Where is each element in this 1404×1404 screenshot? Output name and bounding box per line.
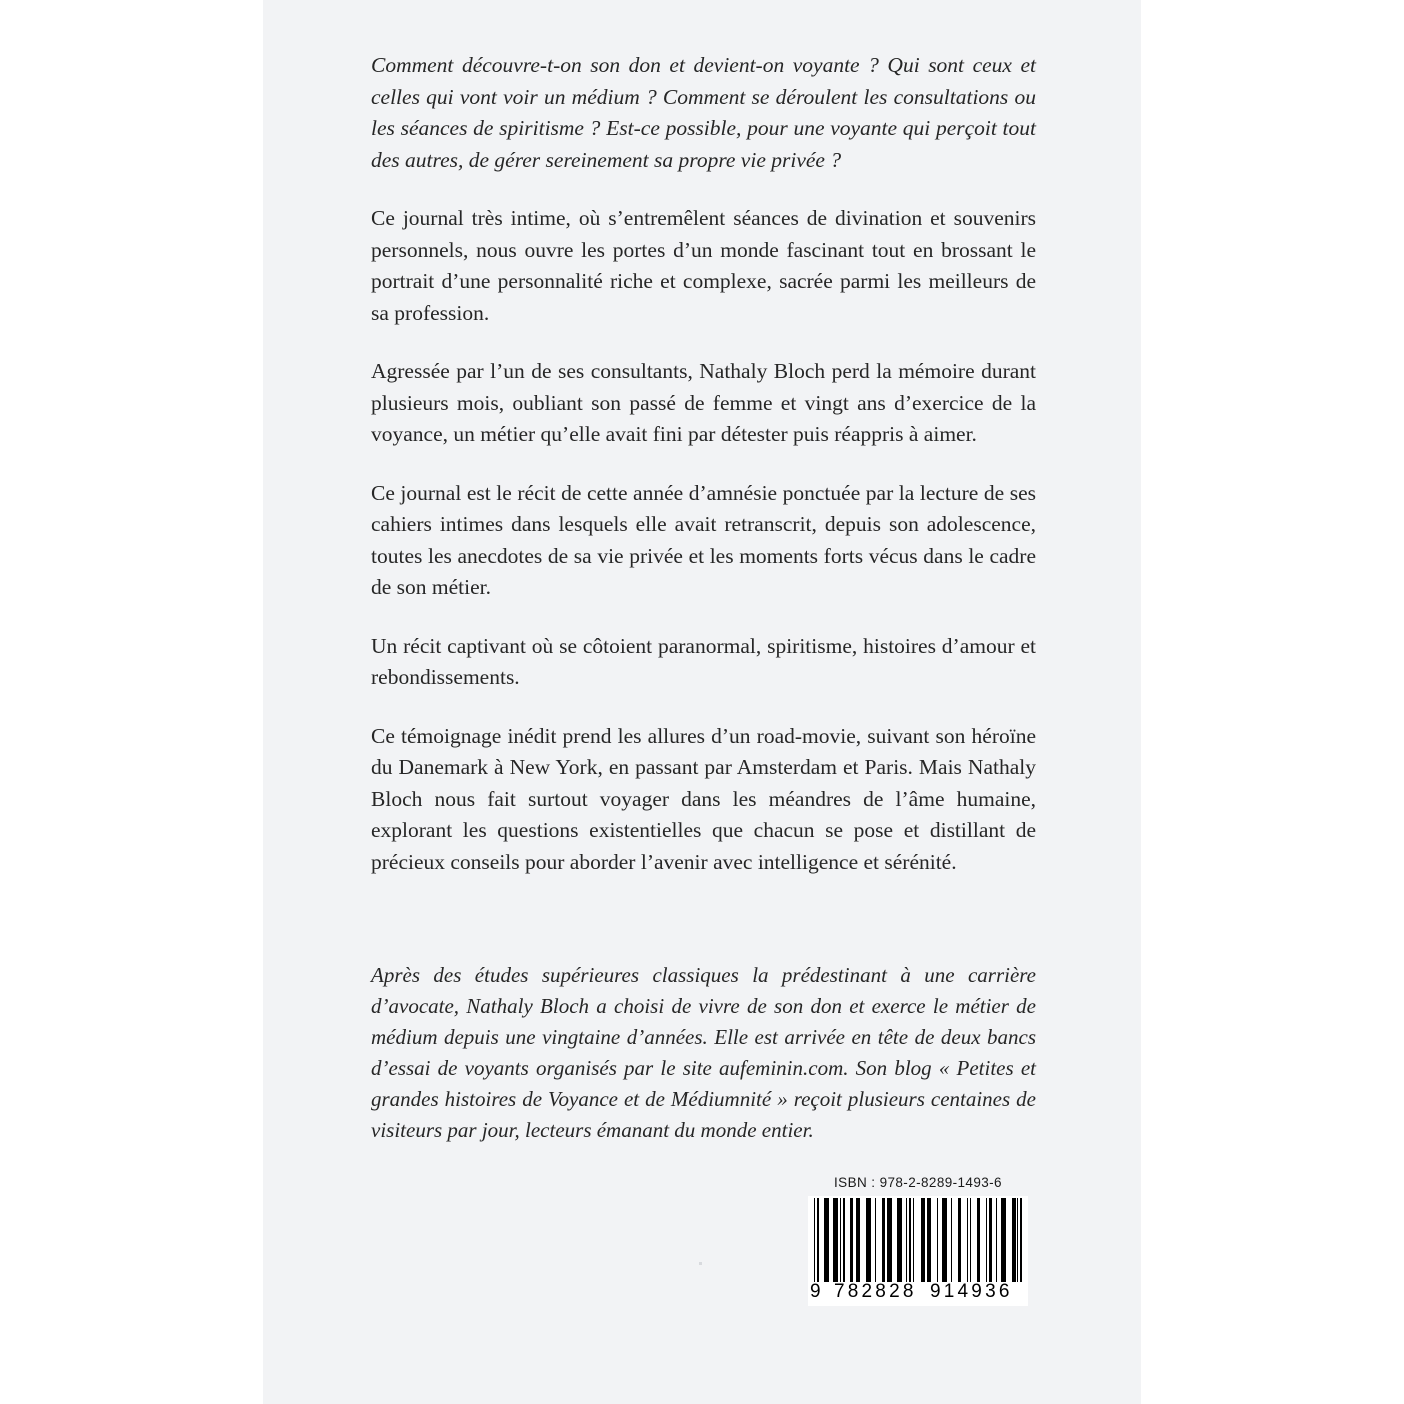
barcode-bars — [814, 1198, 1022, 1282]
blurb-paragraph-1: Ce journal très intime, où s’entremêlent séances de divination et souvenirs personnels, nous ouvre les portes d’un monde fascinant tout en brossant le portrait d’une personnalité riche et complexe, sacrée parmi les meilleurs de sa profession. — [371, 206, 1036, 325]
barcode-digits-group-2: 914936 — [930, 1281, 1013, 1302]
ean13-barcode — [808, 1196, 1028, 1306]
isbn-label: ISBN : 978-2-8289-1493-6 — [834, 1175, 1002, 1190]
author-bio-paragraph: Après des études supérieures classiques la prédestinant à une carrière d’avocate, Nathaly Bloch a choisi de vivre de son don et exerce le métier de médium depuis une vingtaine d’années. Elle est arrivée en tête de deux bancs d’essai de voyants organisés par le site aufeminin.com. Son blog « Petites et grandes histoires de Voyance et de Médiumnité » reçoit plusieurs centaines de visiteurs par jour, lecteurs émanant du monde entier. — [371, 963, 1036, 1142]
barcode-digits — [808, 1281, 1028, 1303]
barcode-digit-left: 9 — [810, 1281, 822, 1302]
barcode-digits-group-1: 782828 — [834, 1281, 917, 1302]
blurb-paragraph-5: Ce témoignage inédit prend les allures d’un road-movie, suivant son héroïne du Danemark à New York, en passant par Amsterdam et Paris. Mais Nathaly Bloch nous fait surtout voyager dans les méandres de l’âme humaine, explorant les questions existentielles que chacun se pose et distillant de précieux conseils pour aborder l’avenir avec intelligence et sérénité. — [371, 723, 1036, 874]
print-speck — [699, 1262, 702, 1265]
blurb-paragraph-2: Agressée par l’un de ses consultants, Nathaly Bloch perd la mémoire durant plusieurs mois, oubliant son passé de femme et vingt ans d’exercice de la voyance, un métier qu’elle avait fini par détester puis réappris à aimer. — [371, 359, 1036, 446]
blurb-intro-paragraph: Comment découvre-t-on son don et devient-on voyante ? Qui sont ceux et celles qui vont voir un médium ? Comment se déroulent les consultations ou les séances de spiritisme ? Est-ce possible, pour une voyante qui perçoit tout des autres, de gérer sereinement sa propre vie privée ? — [371, 53, 1036, 172]
back-cover-text-column — [371, 50, 1036, 1146]
book-back-cover — [263, 0, 1141, 1404]
blurb-paragraph-3: Ce journal est le récit de cette année d’amnésie ponctuée par la lecture de ses cahiers intimes dans lesquels elle avait retranscrit, depuis son adolescence, toutes les anecdotes de sa vie privée et les moments forts vécus dans le cadre de son métier. — [371, 480, 1036, 599]
blurb-paragraph-4: Un récit captivant où se côtoient paranormal, spiritisme, histoires d’amour et rebondissements. — [371, 633, 1036, 689]
author-bio-block — [371, 960, 1036, 1146]
barcode-area — [808, 1175, 1028, 1306]
